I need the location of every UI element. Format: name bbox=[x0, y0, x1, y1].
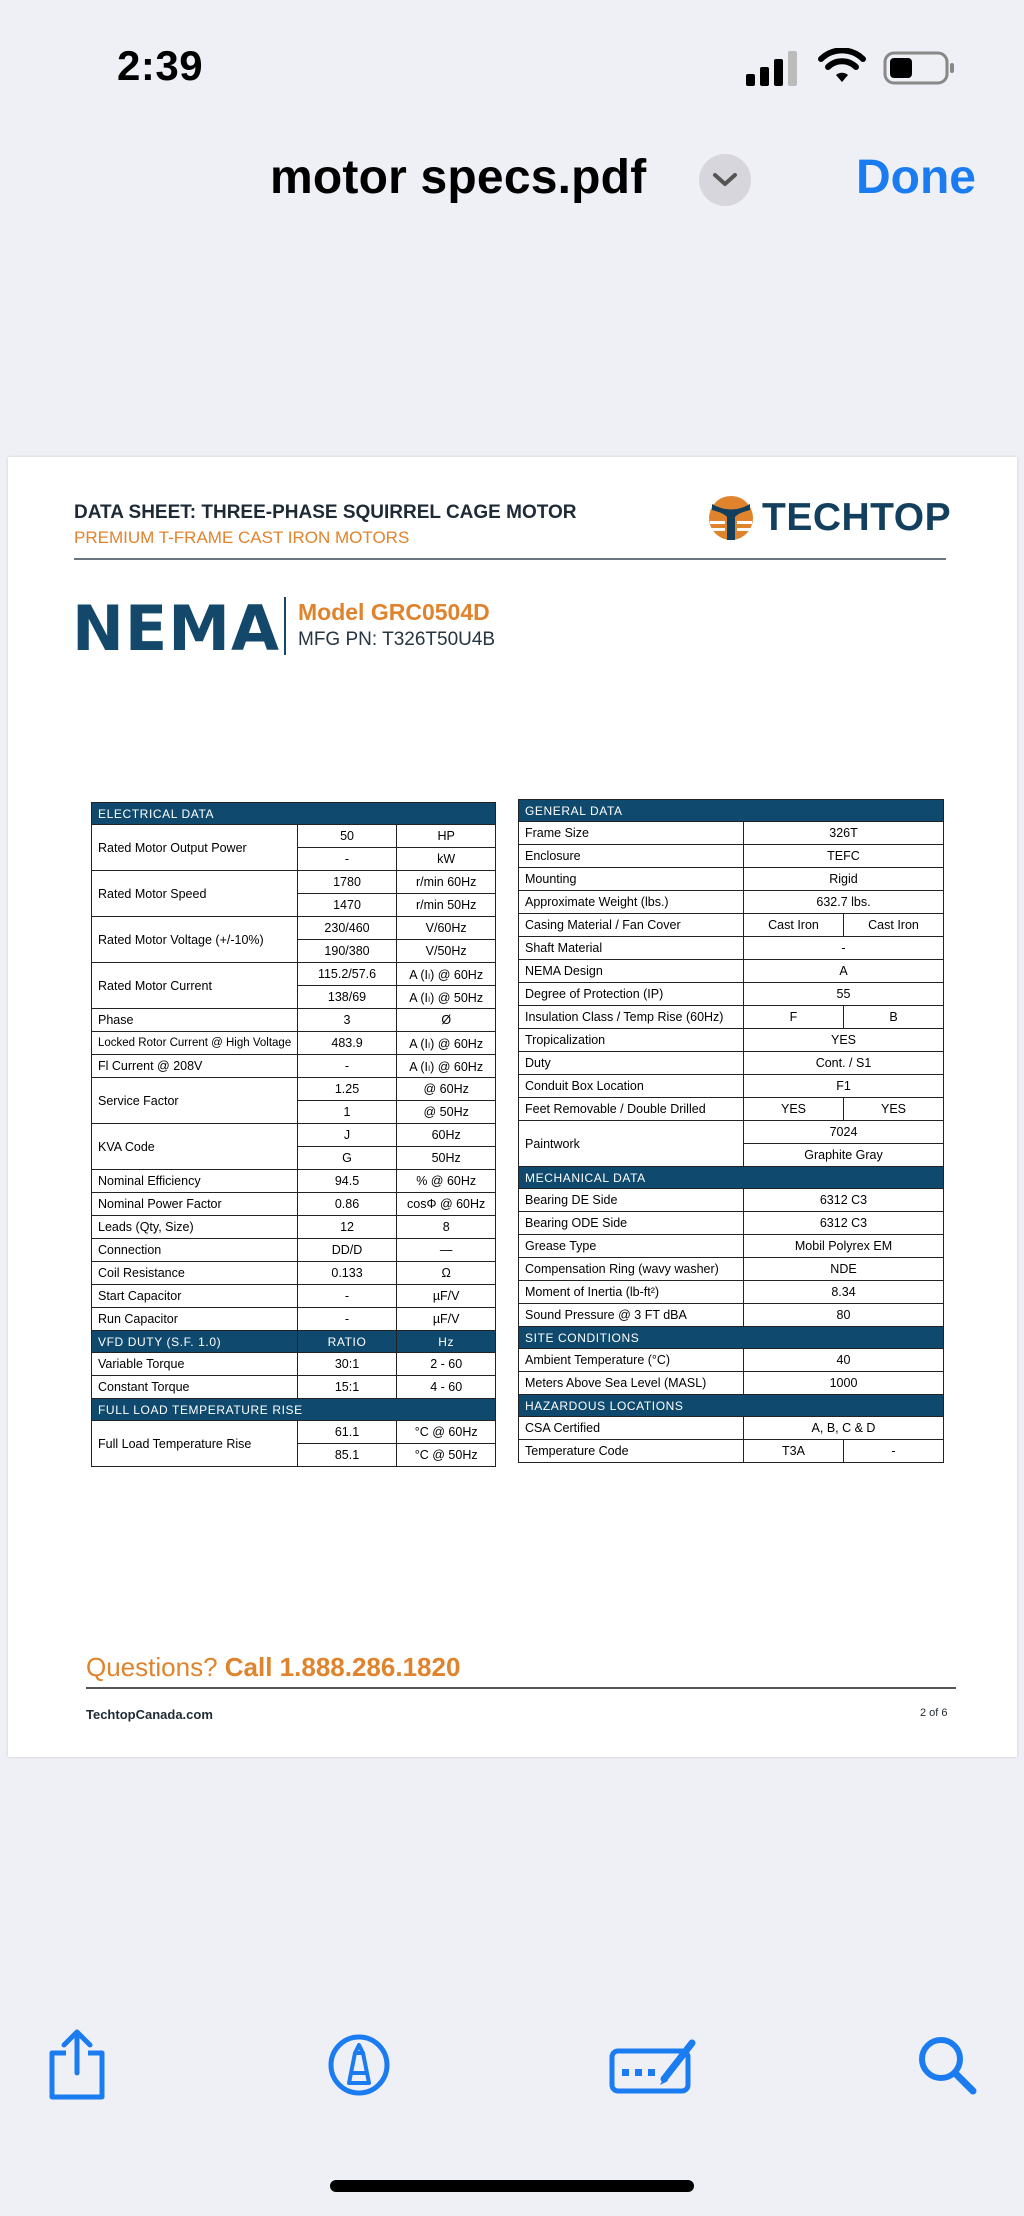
brand-name: TECHTOP bbox=[762, 496, 952, 539]
signature-button[interactable] bbox=[604, 2025, 704, 2105]
table-row: Tropicalization YES bbox=[519, 1029, 944, 1052]
table-row: Rated Motor Voltage (+/-10%) 230/460 V/60Hz bbox=[92, 917, 496, 940]
table-row: Nominal Power Factor 0.86 cosΦ @ 60Hz bbox=[92, 1193, 496, 1216]
table-row: Frame Size 326T bbox=[519, 822, 944, 845]
table-row: Approximate Weight (lbs.) 632.7 lbs. bbox=[519, 891, 944, 914]
table-row: Rated Motor Speed 1780 r/min 60Hz bbox=[92, 871, 496, 894]
table-row: Shaft Material - bbox=[519, 937, 944, 960]
table-row: Variable Torque 30:1 2 - 60 bbox=[92, 1353, 496, 1376]
datasheet-subtitle: PREMIUM T-FRAME CAST IRON MOTORS bbox=[74, 528, 410, 547]
table-header: FULL LOAD TEMPERATURE RISE bbox=[92, 1399, 496, 1421]
title-menu-button[interactable] bbox=[699, 154, 751, 206]
wifi-icon bbox=[818, 48, 866, 86]
table-row: Feet Removable / Double Drilled YES YES bbox=[519, 1098, 944, 1121]
table-row: Start Capacitor - µF/V bbox=[92, 1285, 496, 1308]
table-row: NEMA Design A bbox=[519, 960, 944, 983]
nema-divider bbox=[284, 597, 286, 655]
phone-number[interactable]: Call 1.888.286.1820 bbox=[224, 1652, 461, 1682]
electrical-data-table bbox=[91, 802, 496, 1467]
table-row: - kW bbox=[92, 848, 496, 871]
table-row: Mounting Rigid bbox=[519, 868, 944, 891]
chevron-down-icon bbox=[712, 172, 738, 188]
questions-prefix: Questions? bbox=[86, 1652, 218, 1682]
share-button[interactable] bbox=[42, 2025, 112, 2105]
search-icon bbox=[916, 2034, 978, 2096]
page-number: 2 of 6 bbox=[920, 1707, 948, 1719]
footer-divider bbox=[86, 1687, 956, 1689]
table-row: Run Capacitor - µF/V bbox=[92, 1308, 496, 1331]
table-row: Rated Motor Current 115.2/57.6 A (Iₗ) @ 60Hz bbox=[92, 963, 496, 986]
table-row: Constant Torque 15:1 4 - 60 bbox=[92, 1376, 496, 1399]
table-row: 85.1 °C @ 50Hz bbox=[92, 1444, 496, 1467]
header-divider bbox=[74, 558, 946, 560]
questions-callout bbox=[86, 1652, 460, 1683]
table-row: Coil Resistance 0.133 Ω bbox=[92, 1262, 496, 1285]
table-row: Insulation Class / Temp Rise (60Hz) F B bbox=[519, 1006, 944, 1029]
table-row: Nominal Efficiency 94.5 % @ 60Hz bbox=[92, 1170, 496, 1193]
table-row: Fl Current @ 208V - A (Iₗ) @ 60Hz bbox=[92, 1055, 496, 1078]
share-icon bbox=[46, 2029, 108, 2101]
table-row: 1470 r/min 50Hz bbox=[92, 894, 496, 917]
table-header: VFD DUTY (S.F. 1.0) RATIO Hz bbox=[92, 1331, 496, 1353]
signature-icon bbox=[608, 2035, 700, 2095]
table-row: CSA Certified A, B, C & D bbox=[519, 1417, 944, 1440]
table-row: Service Factor 1.25 @ 60Hz bbox=[92, 1078, 496, 1101]
table-header: GENERAL DATA bbox=[519, 800, 944, 822]
table-row: Rated Motor Output Power 50 HP bbox=[92, 825, 496, 848]
nema-logo: NEMA bbox=[72, 592, 280, 665]
table-header: ELECTRICAL DATA bbox=[92, 803, 496, 825]
pdf-page[interactable] bbox=[8, 457, 1017, 1757]
table-row: Conduit Box Location F1 bbox=[519, 1075, 944, 1098]
table-header: HAZARDOUS LOCATIONS bbox=[519, 1395, 944, 1417]
table-row: Compensation Ring (wavy washer) NDE bbox=[519, 1258, 944, 1281]
table-row: Enclosure TEFC bbox=[519, 845, 944, 868]
techtop-logo bbox=[708, 495, 951, 541]
model-number: Model GRC0504D bbox=[298, 599, 490, 625]
website-link[interactable]: TechtopCanada.com bbox=[86, 1707, 213, 1722]
table-row: 138/69 A (Iₗ) @ 50Hz bbox=[92, 986, 496, 1009]
table-row: Ambient Temperature (°C) 40 bbox=[519, 1349, 944, 1372]
table-row: 1 @ 50Hz bbox=[92, 1101, 496, 1124]
status-time: 2:39 bbox=[117, 42, 204, 89]
cellular-signal-icon bbox=[746, 50, 802, 86]
search-button[interactable] bbox=[912, 2025, 982, 2105]
done-button[interactable]: Done bbox=[856, 151, 976, 204]
markup-pen-icon bbox=[327, 2033, 391, 2097]
table-row: G 50Hz bbox=[92, 1147, 496, 1170]
datasheet-title: DATA SHEET: THREE-PHASE SQUIRREL CAGE MOTOR bbox=[74, 502, 577, 523]
table-row: Graphite Gray bbox=[519, 1144, 944, 1167]
table-row: Locked Rotor Current @ High Voltage 483.9 A (Iₗ) @ 60Hz bbox=[92, 1032, 496, 1055]
table-row: Casing Material / Fan Cover Cast Iron Cast Iron bbox=[519, 914, 944, 937]
general-data-table bbox=[518, 799, 944, 1463]
table-row: Grease Type Mobil Polyrex EM bbox=[519, 1235, 944, 1258]
table-row: Moment of Inertia (lb-ft²) 8.34 bbox=[519, 1281, 944, 1304]
table-header: SITE CONDITIONS bbox=[519, 1327, 944, 1349]
techtop-logo-icon bbox=[708, 495, 754, 541]
table-row: Duty Cont. / S1 bbox=[519, 1052, 944, 1075]
mfg-part-number: MFG PN: T326T50U4B bbox=[298, 629, 496, 650]
table-row: Paintwork 7024 bbox=[519, 1121, 944, 1144]
document-title: motor specs.pdf bbox=[270, 151, 647, 204]
table-row: Connection DD/D — bbox=[92, 1239, 496, 1262]
table-row: Full Load Temperature Rise 61.1 °C @ 60Hz bbox=[92, 1421, 496, 1444]
table-row: Phase 3 Ø bbox=[92, 1009, 496, 1032]
table-row: Degree of Protection (IP) 55 bbox=[519, 983, 944, 1006]
table-row: Bearing DE Side 6312 C3 bbox=[519, 1189, 944, 1212]
table-row: Leads (Qty, Size) 12 8 bbox=[92, 1216, 496, 1239]
table-row: Temperature Code T3A - bbox=[519, 1440, 944, 1463]
home-indicator[interactable] bbox=[330, 2180, 694, 2192]
table-row: Meters Above Sea Level (MASL) 1000 bbox=[519, 1372, 944, 1395]
table-row: Bearing ODE Side 6312 C3 bbox=[519, 1212, 944, 1235]
table-row: 190/380 V/50Hz bbox=[92, 940, 496, 963]
table-row: Sound Pressure @ 3 FT dBA 80 bbox=[519, 1304, 944, 1327]
markup-button[interactable] bbox=[324, 2025, 394, 2105]
table-row: KVA Code J 60Hz bbox=[92, 1124, 496, 1147]
table-header: MECHANICAL DATA bbox=[519, 1167, 944, 1189]
battery-icon bbox=[883, 51, 955, 85]
